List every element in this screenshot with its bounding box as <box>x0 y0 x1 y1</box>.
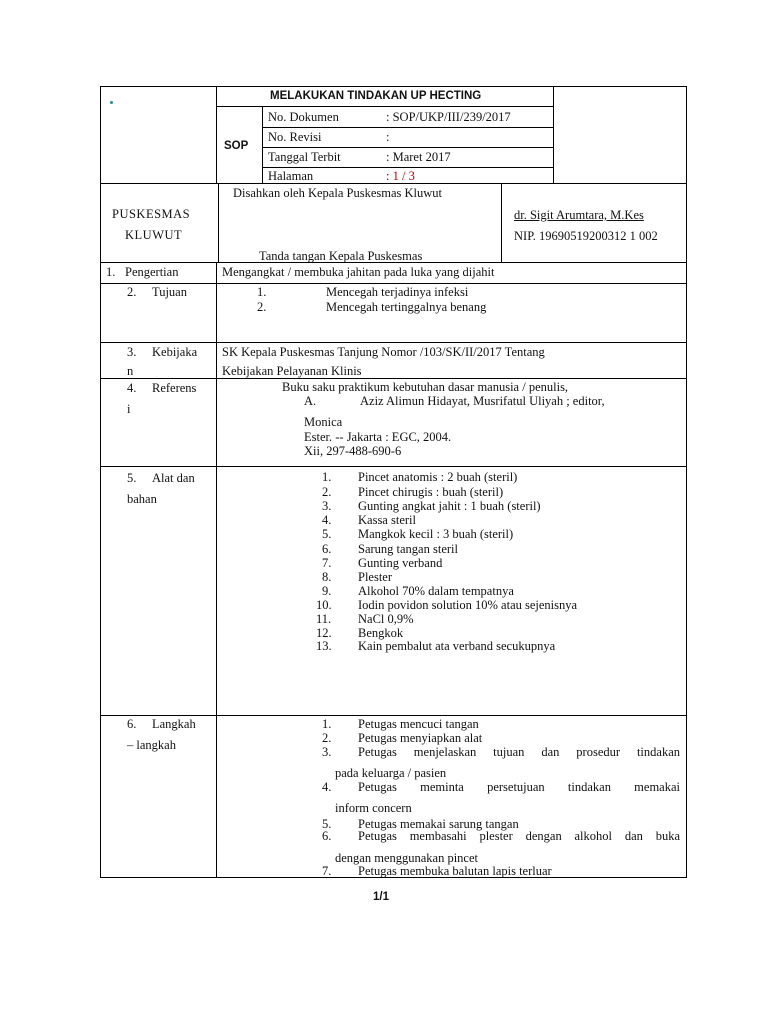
pengertian-text: Mengangkat / membuka jahitan pada luka yang dijahit <box>222 265 495 279</box>
alat-item-num: 3. <box>322 499 332 513</box>
alat-item: Kassa steril <box>358 513 416 527</box>
section-label-langkah-2: – langkah <box>127 738 176 752</box>
langkah-item-num: 4. <box>322 780 332 794</box>
section-label-kebijakan-2: n <box>127 364 134 378</box>
section-num-referensi: 4. <box>127 381 137 395</box>
alat-item: Gunting verband <box>358 556 443 570</box>
referensi-line3: Monica <box>304 415 343 429</box>
section-label-langkah-1: Langkah <box>152 717 196 731</box>
field-value-no-revisi: : <box>386 130 390 144</box>
langkah-item: Petugas membasahi plester dengan alkohol dan buka <box>358 829 680 843</box>
langkah-item-continuation: inform concern <box>335 801 412 815</box>
bullet-dot <box>110 101 113 104</box>
langkah-item-num: 6. <box>322 829 332 843</box>
signature-label: Tanda tangan Kepala Puskesmas <box>259 249 423 263</box>
alat-item-num: 1. <box>322 470 332 484</box>
referensi-line5: Xii, 297-488-690-6 <box>304 444 402 458</box>
alat-item-num: 6. <box>322 542 332 556</box>
alat-item-num: 5. <box>322 527 332 541</box>
langkah-item-num: 3. <box>322 745 332 759</box>
alat-item-num: 2. <box>322 485 332 499</box>
field-label-no-revisi: No. Revisi <box>268 130 322 144</box>
alat-item: Gunting angkat jahit : 1 buah (steril) <box>358 499 541 513</box>
field-label-halaman: Halaman <box>268 169 314 183</box>
section-label-referensi-1: Referens <box>152 381 197 395</box>
document-title: MELAKUKAN TINDAKAN UP HECTING <box>270 90 482 102</box>
halaman-colon: : <box>386 169 393 183</box>
head-nip: NIP. 19690519200312 1 002 <box>514 229 658 243</box>
org-name-line2: KLUWUT <box>125 228 183 242</box>
section-label-kebijakan-1: Kebijaka <box>152 345 198 359</box>
field-value-tanggal-terbit: : Maret 2017 <box>386 150 451 164</box>
langkah-item-num: 7. <box>322 864 332 878</box>
field-label-tanggal-terbit: Tanggal Terbit <box>268 150 341 164</box>
field-value-halaman <box>386 169 415 183</box>
kebijakan-line2: Kebijakan Pelayanan Klinis <box>222 364 362 378</box>
tujuan-item: Mencegah tertinggalnya benang <box>326 300 487 314</box>
section-num-kebijakan: 3. <box>127 345 137 359</box>
alat-item: Plester <box>358 570 393 584</box>
langkah-item: Petugas memakai sarung tangan <box>358 817 519 831</box>
alat-item: Pincet anatomis : 2 buah (steril) <box>358 470 518 484</box>
page-footer: 1/1 <box>373 891 389 903</box>
tujuan-item-num: 1. <box>257 285 267 299</box>
alat-item-num: 4. <box>322 513 332 527</box>
section-num-pengertian: 1. <box>106 265 116 279</box>
referensi-line2: Aziz Alimun Hidayat, Musrifatul Uliyah ; editor, <box>360 394 605 408</box>
section-num-alat: 5. <box>127 471 137 485</box>
langkah-item-num: 1. <box>322 717 332 731</box>
tujuan-item: Mencegah terjadinya infeksi <box>326 285 469 299</box>
langkah-item-continuation: pada keluarga / pasien <box>335 766 447 780</box>
alat-item: Bengkok <box>358 626 404 640</box>
langkah-item-num: 2. <box>322 731 332 745</box>
alat-item-num: 8. <box>322 570 332 584</box>
referensi-line1: Buku saku praktikum kebutuhan dasar manusia / penulis, <box>282 380 569 394</box>
field-label-no-dokumen: No. Dokumen <box>268 110 339 124</box>
langkah-item-continuation: dengan menggunakan pincet <box>335 851 479 865</box>
alat-item: Iodin povidon solution 10% atau sejenisnya <box>358 598 578 612</box>
alat-item-num: 12. <box>316 626 332 640</box>
field-value-no-dokumen: : SOP/UKP/III/239/2017 <box>386 110 511 124</box>
alat-item-num: 7. <box>322 556 332 570</box>
tujuan-item-num: 2. <box>257 300 267 314</box>
section-num-tujuan: 2. <box>127 285 137 299</box>
referensi-letter: A. <box>304 394 317 408</box>
kebijakan-line1: SK Kepala Puskesmas Tanjung Nomor /103/SK/II/2017 Tentang <box>222 345 545 359</box>
head-name: dr. Sigit Arumtara, M.Kes <box>514 208 644 222</box>
approved-by: Disahkan oleh Kepala Puskesmas Kluwut <box>233 186 442 200</box>
alat-item-num: 11. <box>316 612 332 626</box>
section-label-referensi-2: i <box>127 402 131 416</box>
langkah-item: Petugas membuka balutan lapis terluar <box>358 864 552 878</box>
page-indicator: 1 / 3 <box>392 169 415 183</box>
langkah-item: Petugas mencuci tangan <box>358 717 479 731</box>
alat-item: NaCl 0,9% <box>358 612 414 626</box>
langkah-item: Petugas menjelaskan tujuan dan prosedur tindakan <box>358 745 680 759</box>
sop-label: SOP <box>224 140 249 152</box>
referensi-line4: Ester. -- Jakarta : EGC, 2004. <box>304 430 452 444</box>
alat-item: Alkohol 70% dalam tempatnya <box>358 584 514 598</box>
alat-item-num: 13. <box>316 639 332 653</box>
alat-item: Mangkok kecil : 3 buah (steril) <box>358 527 514 541</box>
org-name-line1: PUSKESMAS <box>112 207 191 221</box>
section-label-alat-1: Alat dan <box>152 471 195 485</box>
alat-item: Kain pembalut ata verband secukupnya <box>358 639 556 653</box>
section-label-tujuan: Tujuan <box>152 285 187 299</box>
alat-item: Pincet chirugis : buah (steril) <box>358 485 504 499</box>
alat-item: Sarung tangan steril <box>358 542 458 556</box>
section-label-alat-2: bahan <box>127 492 157 506</box>
langkah-item: Petugas menyiapkan alat <box>358 731 483 745</box>
section-num-langkah: 6. <box>127 717 137 731</box>
langkah-item-num: 5. <box>322 817 332 831</box>
alat-item-num: 10. <box>316 598 332 612</box>
section-label-pengertian: Pengertian <box>125 265 179 279</box>
langkah-item: Petugas meminta persetujuan tindakan memakai <box>358 780 680 794</box>
alat-item-num: 9. <box>322 584 332 598</box>
